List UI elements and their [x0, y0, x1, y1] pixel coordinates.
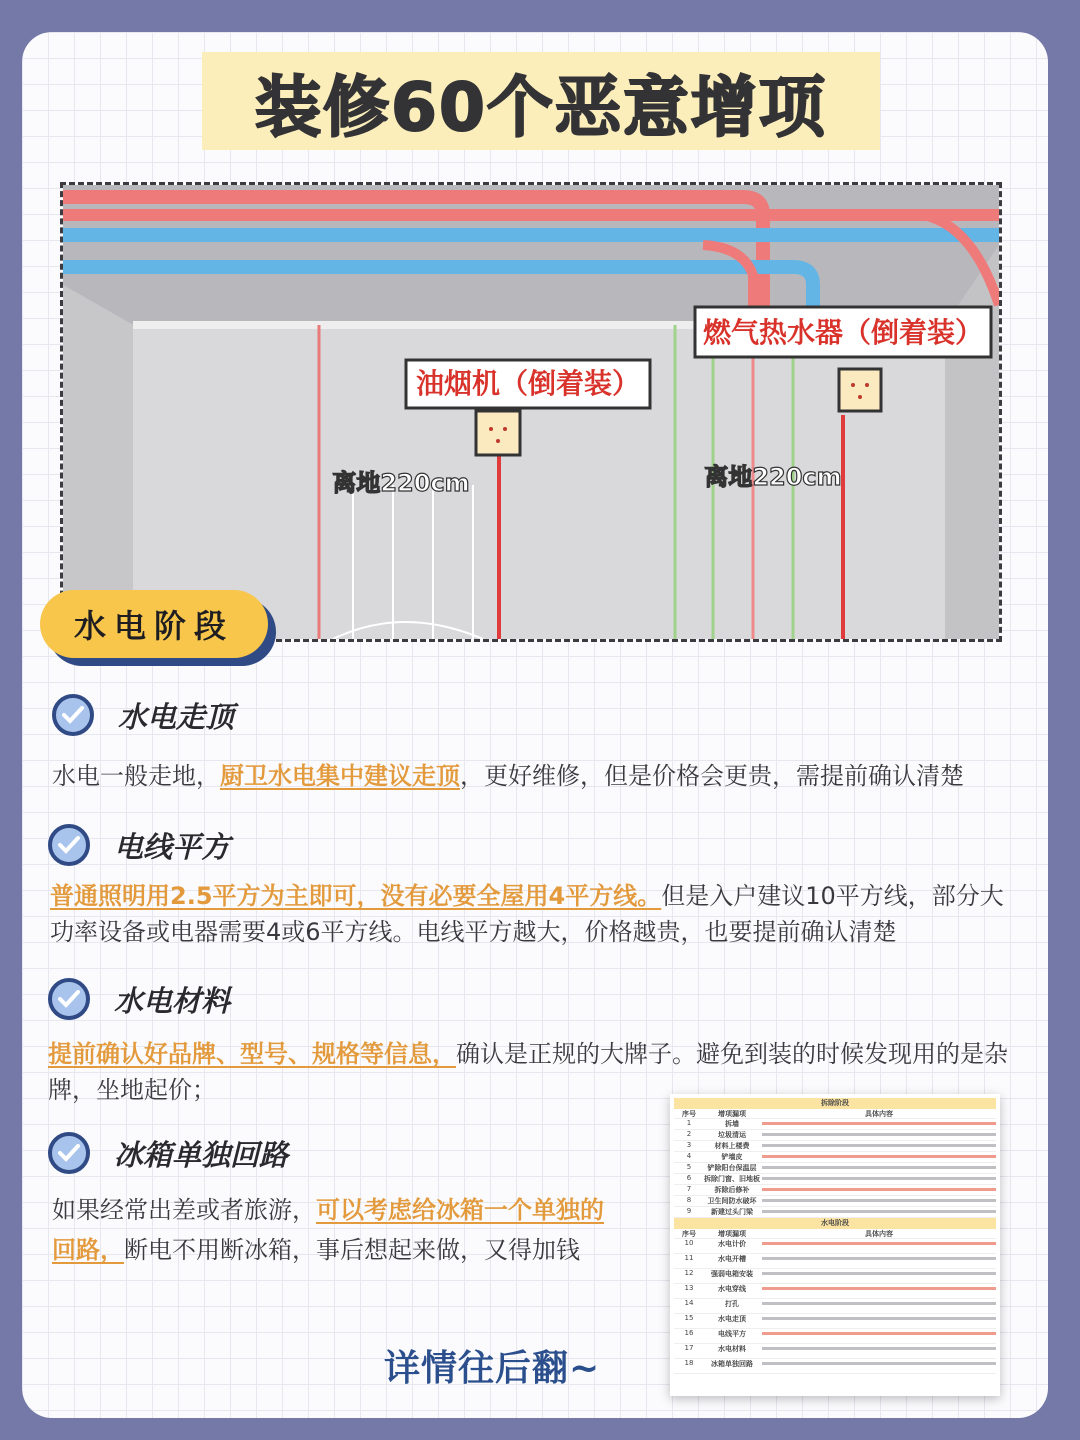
col-detail: 具体内容 [865, 1230, 893, 1238]
row-no: 16 [684, 1329, 694, 1337]
row-no: 11 [684, 1254, 694, 1262]
row-detail [760, 1207, 996, 1217]
row-detail-bar [762, 1347, 996, 1350]
table-row [674, 1174, 996, 1185]
highlight-text: 可以考虑给冰箱一个单独的回路， [52, 1196, 604, 1264]
left-wall [63, 285, 133, 639]
row-item: 新建过头门梁 [711, 1208, 753, 1216]
row-detail [760, 1185, 996, 1195]
table-row [674, 1254, 996, 1269]
section-title-1: 水电走顶 [110, 695, 244, 736]
thumb-col-headers [674, 1229, 996, 1239]
col-detail: 具体内容 [865, 1110, 893, 1118]
ceiling [63, 185, 999, 325]
table-row [674, 1152, 996, 1163]
row-detail-bar [762, 1257, 996, 1260]
content-card [22, 32, 1048, 1418]
row-detail [760, 1359, 996, 1373]
row-detail [760, 1314, 996, 1328]
section-header-4 [48, 1132, 298, 1174]
highlight-text: 厨卫水电集中建议走顶 [220, 762, 460, 790]
row-detail-bar [762, 1155, 996, 1158]
section-header-3 [48, 978, 240, 1020]
stage-tag [40, 590, 268, 660]
row-detail [760, 1119, 996, 1129]
row-item: 冰箱单独回路 [711, 1360, 753, 1368]
text-part: 确认是正规的大牌子。避免到装的时候发现用的是杂牌，坐地起价； [48, 1040, 1008, 1104]
thumb-rows-demolition [674, 1119, 996, 1218]
row-detail [760, 1239, 996, 1253]
row-no: 18 [684, 1359, 694, 1367]
row-item: 拆除门窗、旧地板 [704, 1175, 760, 1183]
row-item: 材料上楼费 [714, 1142, 750, 1150]
table-row [674, 1344, 996, 1359]
row-no: 9 [686, 1207, 692, 1215]
row-item: 垃圾清运 [718, 1131, 746, 1139]
row-detail [760, 1152, 996, 1162]
section-text-2 [50, 878, 1020, 950]
row-detail-bar [762, 1302, 996, 1305]
row-detail [760, 1174, 996, 1184]
table-row [674, 1269, 996, 1284]
section-text-4 [52, 1190, 612, 1270]
table-row [674, 1239, 996, 1254]
table-row [674, 1359, 996, 1374]
stage-tag-label: 水电阶段 [40, 590, 268, 658]
table-row [674, 1141, 996, 1152]
thumb-header-demolition: 拆除阶段 [674, 1098, 996, 1109]
section-title-4: 冰箱单独回路 [106, 1133, 298, 1174]
section-text-1 [52, 758, 1032, 794]
row-no: 6 [686, 1174, 692, 1182]
row-no: 2 [686, 1130, 692, 1138]
text-part: 如果经常出差或者旅游， [52, 1196, 316, 1224]
row-no: 8 [686, 1196, 692, 1204]
row-item: 铲除阳台保温层 [707, 1164, 757, 1172]
row-item: 电线平方 [718, 1330, 746, 1338]
text-part: 水电一般走地， [52, 762, 220, 790]
row-detail [760, 1254, 996, 1268]
row-detail-bar [762, 1177, 996, 1180]
heater-label: 燃气热水器（倒着装） [702, 316, 984, 349]
row-no: 15 [684, 1314, 694, 1322]
row-detail-bar [762, 1362, 996, 1365]
wiring-diagram [63, 185, 999, 639]
table-row [674, 1196, 996, 1207]
row-no: 12 [684, 1269, 694, 1277]
see-more-hint: 详情往后翻~ [384, 1348, 601, 1389]
hood-height-label: 离地220cm [332, 469, 470, 497]
row-detail-bar [762, 1188, 996, 1191]
section-title-2: 电线平方 [106, 825, 240, 866]
heater-socket [839, 369, 881, 411]
row-no: 17 [684, 1344, 694, 1352]
row-item: 强弱电箱安装 [711, 1270, 753, 1278]
row-detail [760, 1284, 996, 1298]
thumb-col-headers [674, 1109, 996, 1119]
row-detail-bar [762, 1332, 996, 1335]
section-header-1 [52, 694, 244, 736]
hood-socket [476, 411, 520, 455]
table-row [674, 1329, 996, 1344]
col-no: 序号 [682, 1110, 696, 1118]
row-detail [760, 1299, 996, 1313]
row-item: 拆除后修补 [714, 1186, 750, 1194]
col-item: 增项漏项 [718, 1110, 746, 1118]
table-thumbnail [670, 1094, 1000, 1396]
col-item: 增项漏项 [718, 1230, 746, 1238]
row-detail [760, 1130, 996, 1140]
section-title-3: 水电材料 [106, 979, 240, 1020]
row-no: 1 [686, 1119, 692, 1127]
row-no: 4 [686, 1152, 692, 1160]
table-row [674, 1299, 996, 1314]
text-part: 但是入户建议10平方线，部分大功率设备或电器需要4或6平方线。电线平方越大，价格越贵，也要提前确认清楚 [50, 882, 1004, 946]
table-row [674, 1130, 996, 1141]
row-item: 水电材料 [718, 1345, 746, 1353]
row-detail [760, 1141, 996, 1151]
row-detail [760, 1329, 996, 1343]
heater-height-label: 离地220cm [704, 463, 842, 491]
row-detail-bar [762, 1166, 996, 1169]
kitchen-wiring-illustration [60, 182, 1002, 642]
row-detail [760, 1344, 996, 1358]
row-detail-bar [762, 1122, 996, 1125]
row-item: 卫生间防水破坏 [707, 1197, 757, 1205]
row-detail-bar [762, 1287, 996, 1290]
row-detail-bar [762, 1317, 996, 1320]
check-icon [52, 694, 94, 736]
row-detail-bar [762, 1199, 996, 1202]
table-row [674, 1207, 996, 1218]
check-icon [48, 824, 90, 866]
row-item: 铲墙皮 [721, 1153, 743, 1161]
table-row [674, 1163, 996, 1174]
highlight-text: 提前确认好品牌、型号、规格等信息， [48, 1040, 456, 1068]
row-detail [760, 1269, 996, 1283]
row-detail [760, 1163, 996, 1173]
row-no: 7 [686, 1185, 692, 1193]
table-row [674, 1284, 996, 1299]
col-no: 序号 [682, 1230, 696, 1238]
row-item: 水电走顶 [718, 1315, 746, 1323]
hood-label: 油烟机（倒着装） [415, 367, 641, 400]
row-detail-bar [762, 1210, 996, 1213]
thumb-header-plumbing: 水电阶段 [674, 1218, 996, 1229]
row-item: 水电开槽 [718, 1255, 746, 1263]
text-part: ，更好维修，但是价格会更贵，需提前确认清楚 [460, 762, 964, 790]
row-item: 水电计价 [718, 1240, 746, 1248]
row-detail-bar [762, 1133, 996, 1136]
table-row [674, 1119, 996, 1130]
thumb-rows-plumbing [674, 1239, 996, 1374]
row-item: 打孔 [725, 1300, 739, 1308]
check-icon [48, 978, 90, 1020]
row-no: 3 [686, 1141, 692, 1149]
row-no: 14 [684, 1299, 694, 1307]
row-no: 13 [684, 1284, 694, 1292]
highlight-text: 普通照明用2.5平方为主即可，没有必要全屋用4平方线。 [50, 882, 662, 910]
row-detail-bar [762, 1272, 996, 1275]
row-item: 水电穿线 [718, 1285, 746, 1293]
section-header-2 [48, 824, 240, 866]
row-no: 5 [686, 1163, 692, 1171]
table-row [674, 1314, 996, 1329]
check-icon [48, 1132, 90, 1174]
table-row [674, 1185, 996, 1196]
row-detail-bar [762, 1144, 996, 1147]
page-title: 装修60个恶意增项 [255, 68, 827, 146]
row-item: 拆墙 [725, 1120, 739, 1128]
title-banner [202, 52, 880, 150]
row-detail [760, 1196, 996, 1206]
row-no: 10 [684, 1239, 694, 1247]
row-detail-bar [762, 1242, 996, 1245]
text-part: 断电不用断冰箱，事后想起来做，又得加钱 [124, 1236, 580, 1264]
